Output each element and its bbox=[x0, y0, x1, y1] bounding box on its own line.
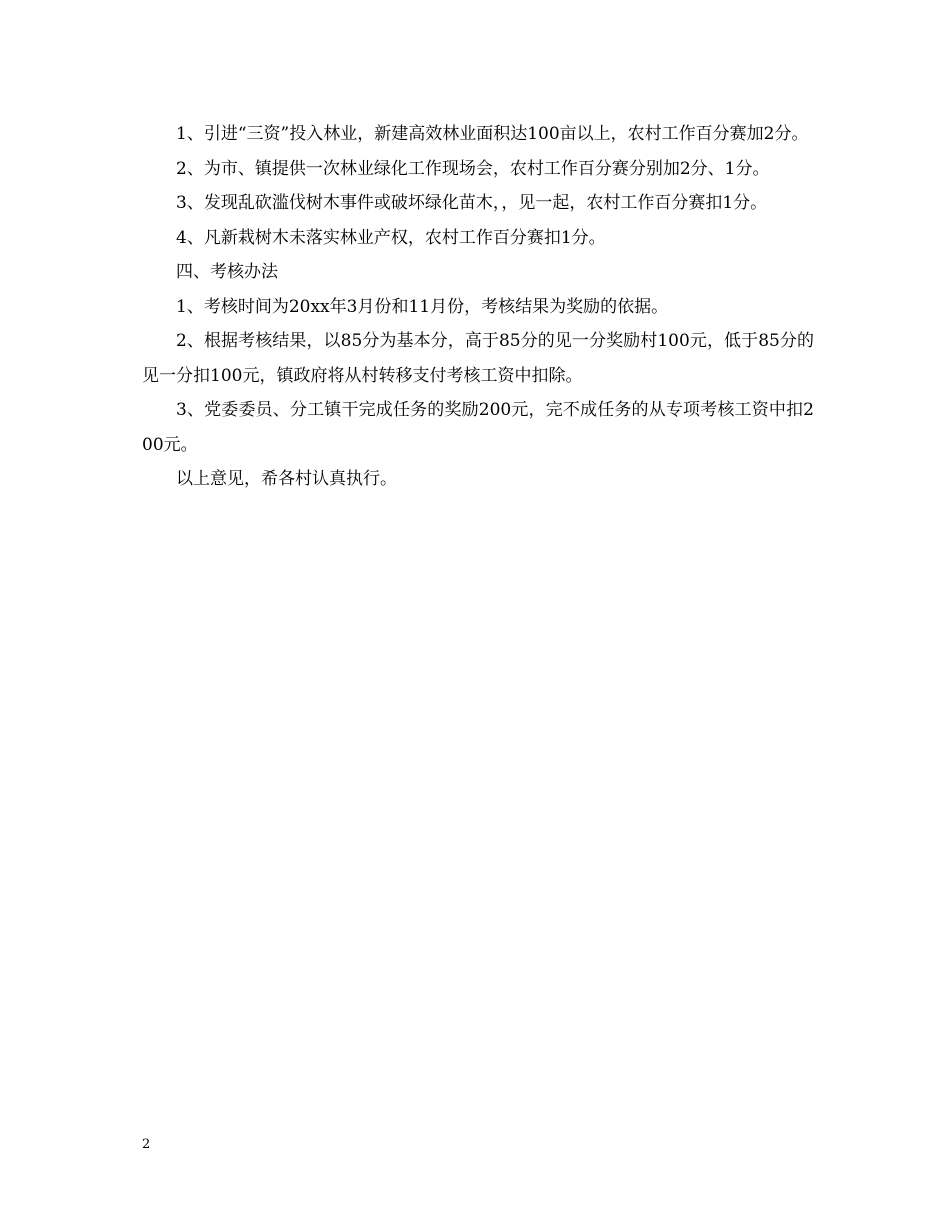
document-body bbox=[142, 117, 814, 497]
paragraph-assessment-time: 1、考核时间为20xx年3月份和11月份，考核结果为奖励的依据。 bbox=[176, 296, 669, 317]
paragraph-reward-investment: 1、引进“三资”投入林业，新建高效林业面积达100亩以上，农村工作百分赛加2分。 bbox=[176, 124, 809, 144]
section-heading-assessment-method: 四、考核办法 bbox=[176, 262, 278, 282]
paragraph-closing: 以上意见，希各村认真执行。 bbox=[176, 469, 397, 489]
paragraph-assessment-scoring: 2、根据考核结果，以85分为基本分，高于85分的见一分奖励村100元，低于85分的见一分扣100元，镇政府将从村转移支付考核工资中扣除。 bbox=[142, 331, 814, 386]
paragraph-committee-reward: 3、党委委员、分工镇干完成任务的奖励200元，完不成任务的从专项考核工资中扣200元。 bbox=[142, 400, 814, 455]
page-number: 2 bbox=[142, 1137, 151, 1152]
paragraph-reward-onsite-meeting: 2、为市、镇提供一次林业绿化工作现场会，农村工作百分赛分别加2分、1分。 bbox=[176, 158, 770, 179]
paragraph-penalty-illegal-logging: 3、发现乱砍滥伐树木事件或破坏绿化苗木，，见一起，农村工作百分赛扣1分。 bbox=[176, 193, 768, 213]
paragraph-penalty-property-rights: 4、凡新栽树木未落实林业产权，农村工作百分赛扣1分。 bbox=[176, 227, 606, 248]
